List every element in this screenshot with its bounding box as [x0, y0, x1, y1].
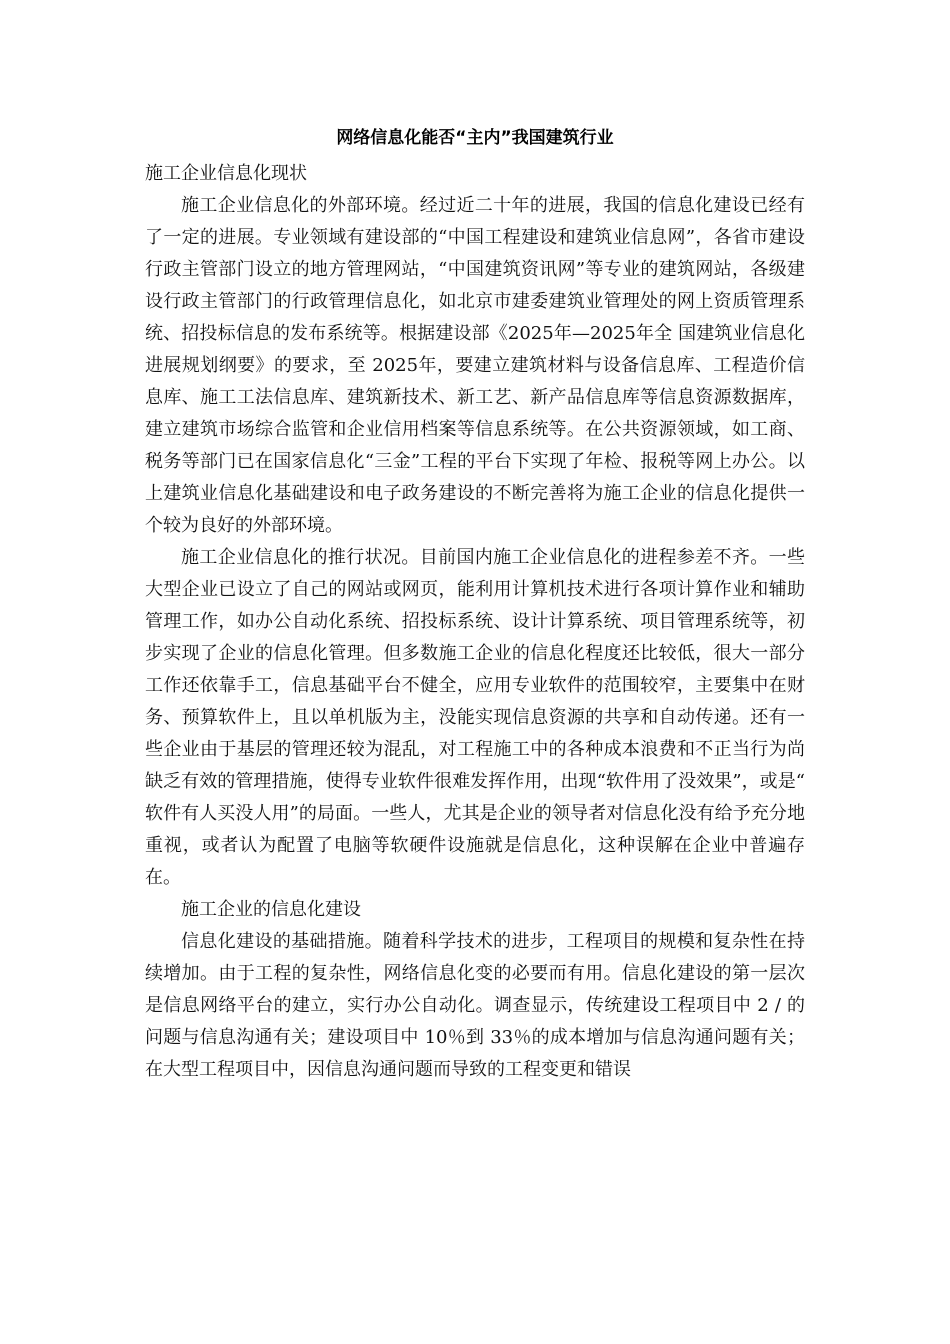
- document-title: 网络信息化能否“主内”我国建筑行业: [336, 128, 614, 148]
- paragraph-external-environment: 施工企业信息化的外部环境。经过近二十年的进展，我国的信息化建设已经有了一定的进展。专业领域有建设部的“中国工程建设和建筑业信息网”，各省市建设行政主管部门设立的地方管理网站，“中国建筑资讯网”等专业的建筑网站，各级建设行政主管部门的行政管理信息化，如北京市建委建筑业管理处的网上资质管理系统、招投标信息的发布系统等。根据建设部《2025年—2025年全 国建筑业信息化进展规划纲要》的要求，至 2025年，要建立建筑材料与设备信息库、工程造价信息库、施工工法信息库、建筑新技术、新工艺、新产品信息库等信息资源数据库，建立建筑市场综合监管和企业信用档案等信息系统等。在公共资源领域，如工商、税务等部门已在国家信息化“三金”工程的平台下实现了年检、报税等网上办公。以上建筑业信息化基础建设和电子政务建设的不断完善将为施工企业的信息化提供一个较为良好的外部环境。: [145, 195, 805, 536]
- section-heading-status: 施工企业信息化现状: [145, 163, 307, 184]
- paragraph-basic-measures: 信息化建设的基础措施。随着科学技术的进步，工程项目的规模和复杂性在持续增加。由于工程的复杂性，网络信息化变的必要而有用。信息化建设的第一层次是信息网络平台的建立，实行办公自动化。调查显示，传统建设工程项目中 2 / 的问题与信息沟通有关；建设项目中 10％到 33％的成本增加与信息沟通问题有关；在大型工程项目中，因信息沟通问题而导致的工程变更和错误: [145, 931, 805, 1080]
- section-heading-construction: 施工企业的信息化建设: [181, 899, 361, 920]
- paragraph-implementation-status: 施工企业信息化的推行状况。目前国内施工企业信息化的进程参差不齐。一些大型企业已设立了自己的网站或网页，能利用计算机技术进行各项计算作业和辅助管理工作，如办公自动化系统、招投标系统、设计计算系统、项目管理系统等，初步实现了企业的信息化管理。但多数施工企业的信息化程度还比较低，很大一部分工作还依靠手工，信息基础平台不健全，应用专业软件的范围较窄，主要集中在财务、预算软件上，且以单机版为主，没能实现信息资源的共享和自动传递。还有一些企业由于基层的管理还较为混乱，对工程施工中的各种成本浪费和不正当行为尚缺乏有效的管理措施，使得专业软件很难发挥作用，出现“软件用了没效果”，或是“ 软件有人买没人用”的局面。一些人，尤其是企业的领导者对信息化没有给予充分地重视，或者认为配置了电脑等软硬件设施就是信息化，这种误解在企业中普遍存在。: [145, 547, 805, 888]
- document-body: [145, 158, 805, 1086]
